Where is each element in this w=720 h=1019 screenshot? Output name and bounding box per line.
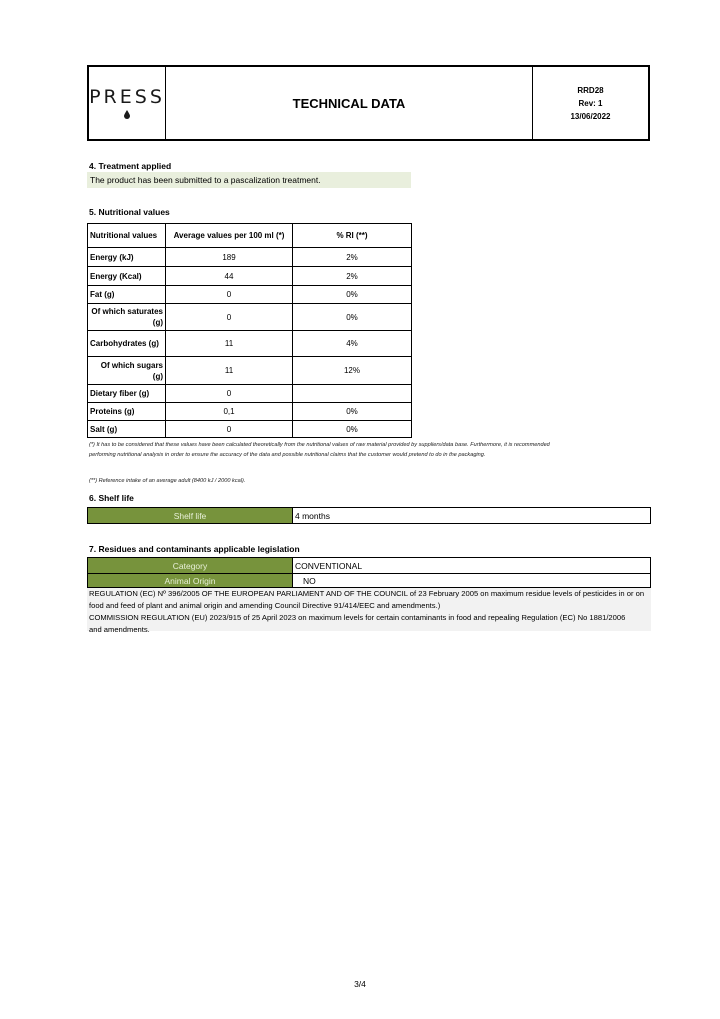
regulation-line: REGULATION (EC) Nº 396/2005 OF THE EUROPEAN PARLIAMENT AND OF THE COUNCIL of 23 February 2005 on maximum residue levels of pesticides in or on [89, 589, 645, 598]
drop-icon [124, 110, 130, 119]
category-value: CONVENTIONAL [292, 558, 650, 573]
regulation-text [87, 588, 651, 634]
row-ri: 2% [293, 267, 412, 286]
footnote-line: (*) It has to be considered that these values have been calculated theoretically from the nutritional values of raw material provided by suppliers/data base. Furthermore, it is recommended [89, 442, 550, 448]
table-row [88, 385, 412, 403]
document-date: 13/06/2022 [570, 111, 611, 121]
nutrition-table [87, 223, 412, 438]
table-row [88, 421, 412, 438]
row-ri: 4% [293, 331, 412, 357]
animal-origin-value: NO [292, 574, 650, 587]
row-value: 189 [166, 248, 293, 267]
residues-heading: 7. Residues and contaminants applicable legislation [89, 544, 300, 554]
treatment-heading: 4. Treatment applied [89, 161, 172, 171]
nutrition-heading: 5. Nutritional values [89, 207, 170, 217]
table-row [88, 357, 412, 385]
row-ri: 0% [293, 304, 412, 331]
row-value: 44 [166, 267, 293, 286]
logo-text: PRESS [89, 85, 165, 108]
column-header: Average values per 100 ml (*) [166, 224, 293, 248]
row-value: 0 [166, 421, 293, 438]
regulation-line: food and feed of plant and animal origin and amending Council Directive 91/414/EEC and amendments.) [89, 601, 441, 610]
document-meta [533, 67, 648, 139]
logo [89, 67, 166, 139]
regulation-line: and amendments. [89, 625, 150, 634]
row-value: 0 [166, 385, 293, 403]
table-row [88, 248, 412, 267]
row-label: Fat (g) [88, 286, 166, 304]
row-label: Energy (kJ) [88, 248, 166, 267]
nutrition-footnote-1 [89, 440, 550, 460]
category-label: Category [88, 558, 292, 573]
row-ri: 0% [293, 421, 412, 438]
row-ri: 0% [293, 403, 412, 421]
row-ri: 12% [293, 357, 412, 385]
row-label: Of which saturates (g) [88, 304, 166, 331]
row-ri [293, 385, 412, 403]
shelf-life-label: Shelf life [88, 508, 292, 523]
row-label: Of which sugars (g) [88, 357, 166, 385]
row-value: 0 [166, 286, 293, 304]
row-value: 11 [166, 331, 293, 357]
row-label: Proteins (g) [88, 403, 166, 421]
row-value: 0 [166, 304, 293, 331]
table-row [88, 304, 412, 331]
shelf-life-row [87, 507, 651, 524]
category-row [87, 557, 651, 574]
row-label: Carbohydrates (g) [88, 331, 166, 357]
row-ri: 2% [293, 248, 412, 267]
row-value: 0,1 [166, 403, 293, 421]
row-label: Energy (Kcal) [88, 267, 166, 286]
document-title: TECHNICAL DATA [166, 67, 533, 139]
nutrition-footnote-2: (**) Reference intake of an average adult (8400 kJ / 2000 kcal). [89, 478, 246, 484]
treatment-text: The product has been submitted to a pascalization treatment. [87, 172, 411, 188]
column-header: % RI (**) [293, 224, 412, 248]
table-row [88, 286, 412, 304]
shelf-life-heading: 6. Shelf life [89, 493, 134, 503]
animal-origin-label: Animal Origin [88, 574, 292, 587]
row-label: Salt (g) [88, 421, 166, 438]
animal-origin-row [87, 573, 651, 588]
row-value: 11 [166, 357, 293, 385]
table-header-row [88, 224, 412, 248]
regulation-line: COMMISSION REGULATION (EU) 2023/915 of 25 April 2023 on maximum levels for certain contaminants in food and repealing Regulation (EC) No 1881/2006 [89, 613, 626, 622]
table-row [88, 267, 412, 286]
document-revision: Rev: 1 [578, 98, 603, 108]
table-row [88, 403, 412, 421]
footnote-line: performing nutritional analysis in order to ensure the accuracy of the data and possible nutritional claims that the customer would pretend to do in the packaging. [89, 452, 486, 458]
row-label: Dietary fiber (g) [88, 385, 166, 403]
document-code: RRD28 [577, 85, 604, 95]
column-header: Nutritional values [88, 224, 166, 248]
table-row [88, 331, 412, 357]
row-ri: 0% [293, 286, 412, 304]
page-number: 3/4 [354, 979, 366, 989]
document-header [87, 65, 650, 141]
shelf-life-value: 4 months [292, 508, 650, 523]
